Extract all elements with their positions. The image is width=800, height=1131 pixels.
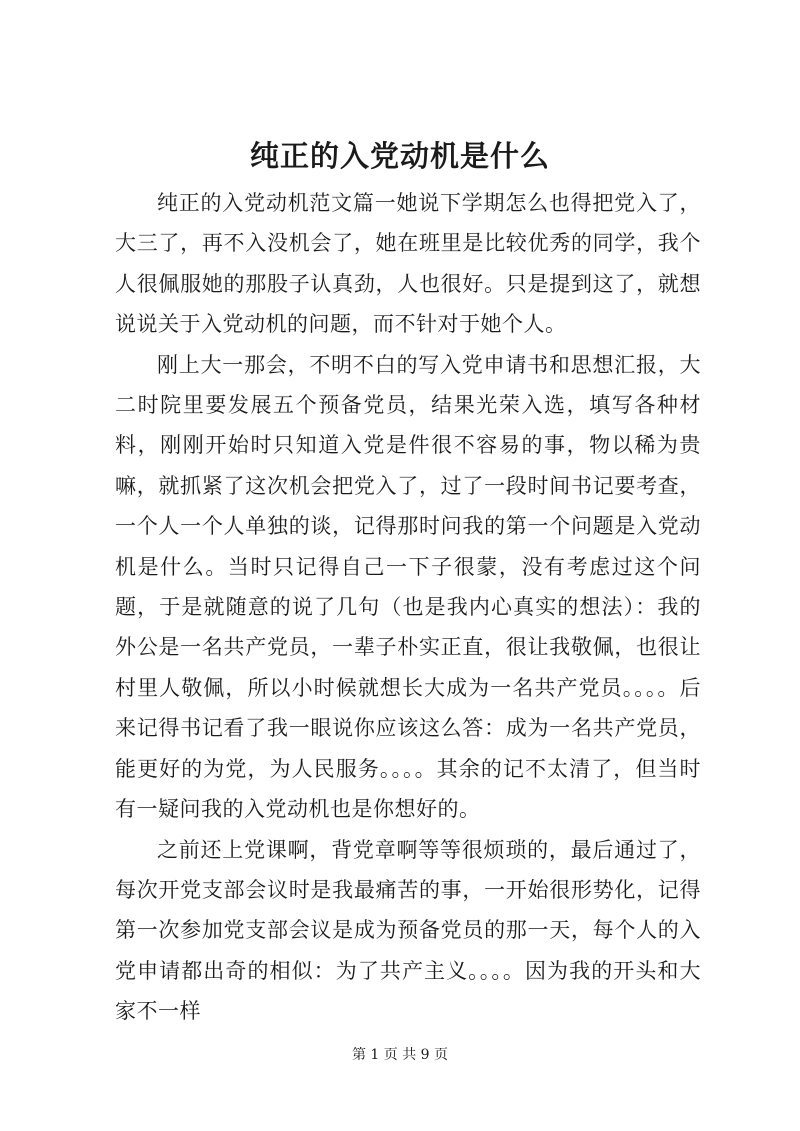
- document-title: 纯正的入党动机是什么: [249, 139, 550, 173]
- document-body: [115, 183, 701, 1032]
- paragraph-3: 之前还上党课啊，背党章啊等等很烦琐的，最后通过了，每次开党支部会议时是我最痛苦的事，一开始很形势化，记得第一次参加党支部会议是成为预备党员的那一天，每个人的入党申请都出奇的相似：为了共产主义。。。。因为我的开头和大家不一样: [115, 837, 701, 1024]
- paragraph-2: 刚上大一那会，不明不白的写入党申请书和思想汇报，大二时院里要发展五个预备党员，结果光荣入选，填写各种材料，刚刚开始时只知道入党是件很不容易的事，物以稀为贵嘛，就抓紧了这次机会把党入了，过了一段时间书记要考查，一个人一个人单独的谈，记得那时问我的第一个问题是入党动机是什么。当时只记得自己一下子很蒙，没有考虑过这个问题，于是就随意的说了几句（也是我内心真实的想法）：我的外公是一名共产党员，一辈子朴实正直，很让我敬佩，也很让村里人敬佩，所以小时候就想长大成为一名共产党员。。。。后来记得书记看了我一眼说你应该这么答：成为一名共产党员，能更好的为党，为人民服务。。。。其余的记不太清了，但当时有一疑问我的入党动机也是你想好的。: [115, 352, 701, 822]
- paragraph-1: 纯正的入党动机范文篇一她说下学期怎么也得把党入了，大三了，再不入没机会了，她在班里是比较优秀的同学，我个人很佩服她的那股子认真劲，人也很好。只是提到这了，就想说说关于入党动机的问题，而不针对于她个人。: [115, 191, 701, 337]
- page-footer: 第 1 页 共 9 页: [351, 1047, 449, 1063]
